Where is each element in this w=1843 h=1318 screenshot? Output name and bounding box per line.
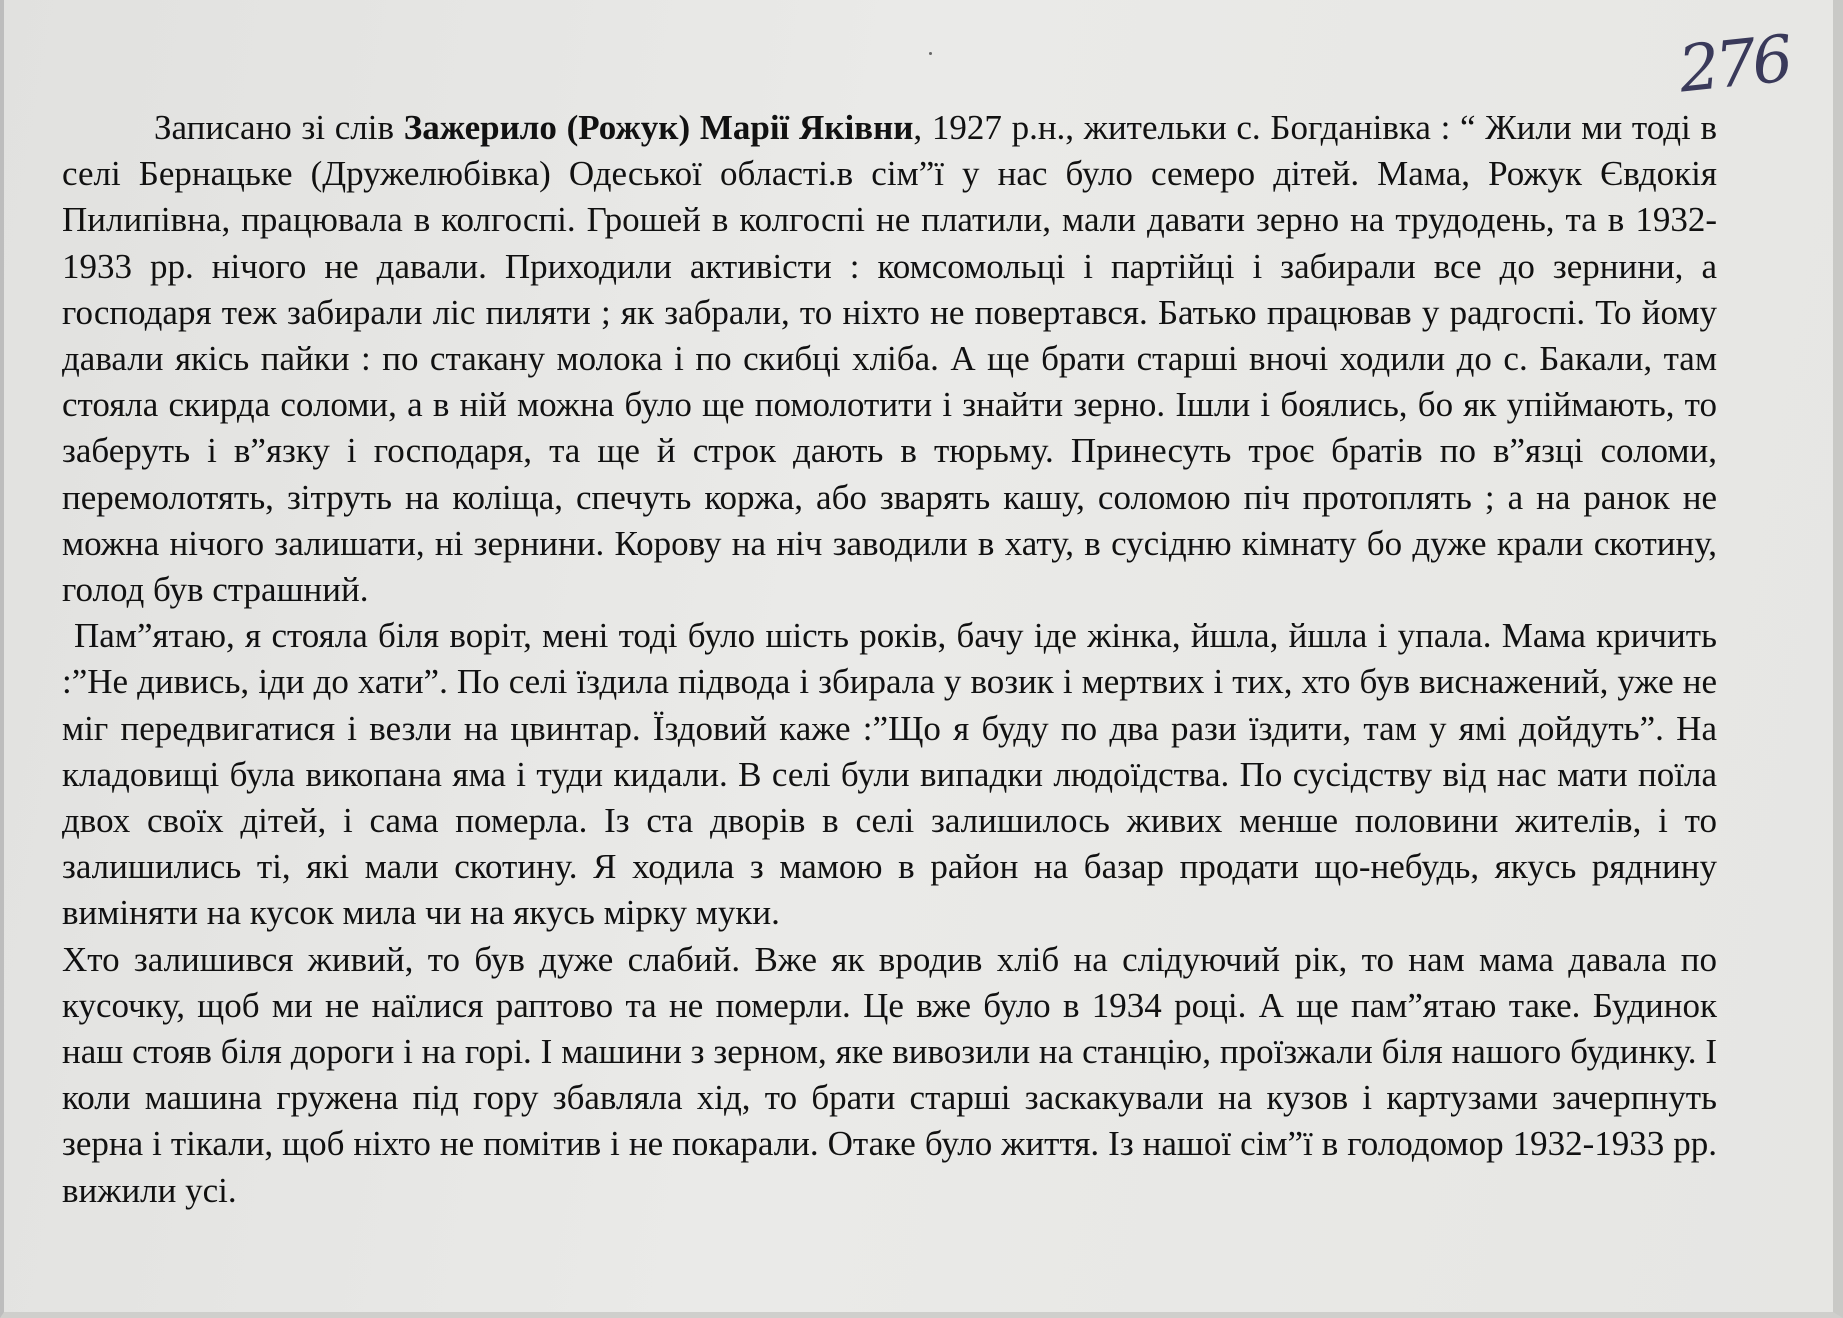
handwritten-page-number: 276 <box>1675 22 1793 108</box>
paragraph-1-body: , 1927 р.н., жительки с. Богданівка : “ Жили ми тоді в селі Бернацьке (Дружелюбівка) Одеської області.в сім”ї у нас було семеро дітей. Мама, Рожук Євдокія Пилипівна, працювала в колгоспі. Грошей в колгоспі не платили, мали давати зерно на трудодень, та в 1932-1933 рр. нічого не давали. Приходили активісти : комсомольці і партійці і забирали все до зернини, а господаря теж забирали ліс пиляти ; як забрали, то ніхто не повертався. Батько працював у радгоспі. То йому давали якісь пайки : по стакану молока і по скибці хліба. А ще брати старші вночі ходили до с. Бакали, там стояла скирда соломи, а в ній можна було ще помолотити і знайти зерно. Ішли і боялись, бо як упіймають, то заберуть і в”язку і господаря, та ще й строк дають в тюрьму. Принесуть троє братів по в”язці соломи, перемолотять, зітруть на коліща, спечуть коржа, або зварять кашу, соломою піч протоплять ; а на ранок не можна нічого залишати, ні зернини. Корову на ніч заводили в хату, в сусідню кімнату бо дуже крали скотину, голод був страшний. <box>62 108 1717 610</box>
paragraph-1-intro: Записано зі слів <box>154 108 404 147</box>
paragraph-2: Пам”ятаю, я стояла біля воріт, мені тоді було шість років, бачу іде жінка, йшла, йшла і упала. Мама кричить :”Не дивись, іди до хати”. По селі їздила підвода і збирала у возик і мертвих і тих, хто був виснажений, уже не міг передвигатися і везли на цвинтар. Їздовий каже :”Що я буду по два рази їздити, там у ямі дойдуть”. На кладовищі була викопана яма і туди кидали. В селі були випадки людоїдства. По сусідству від нас мати поїла двох своїх дітей, і сама померла. Із ста дворів в селі залишилось живих менше половини жителів, і то залишились ті, які мали скотину. Я ходила з мамою в район на базар продати що-небудь, якусь ряднину виміняти на кусок мила чи на якусь мірку муки. <box>62 616 1717 933</box>
paragraph-1 <box>62 105 1717 613</box>
paper-speck <box>929 52 932 55</box>
testimony-text <box>62 105 1717 1214</box>
witness-name: Зажерило (Рожук) Марії Яківни <box>403 108 914 147</box>
paragraph-3: Хто залишився живий, то був дуже слабий. Вже як вродив хліб на слідуючий рік, то нам мама давала по кусочку, щоб ми не наїлися раптово та не померли. Це вже було в 1934 році. А ще пам”ятаю таке. Будинок наш стояв біля дороги і на горі. І машини з зерном, яке вивозили на станцію, проїзжали біля нашого будинку. І коли машина гружена під гору збавляла хід, то брати старші заскакували на кузов і картузами зачерпнуть зерна і тікали, щоб ніхто не помітив і не покарали. Отаке було життя. Із нашої сім”ї в голодомор 1932-1933 рр. вижили усі. <box>62 939 1717 1210</box>
